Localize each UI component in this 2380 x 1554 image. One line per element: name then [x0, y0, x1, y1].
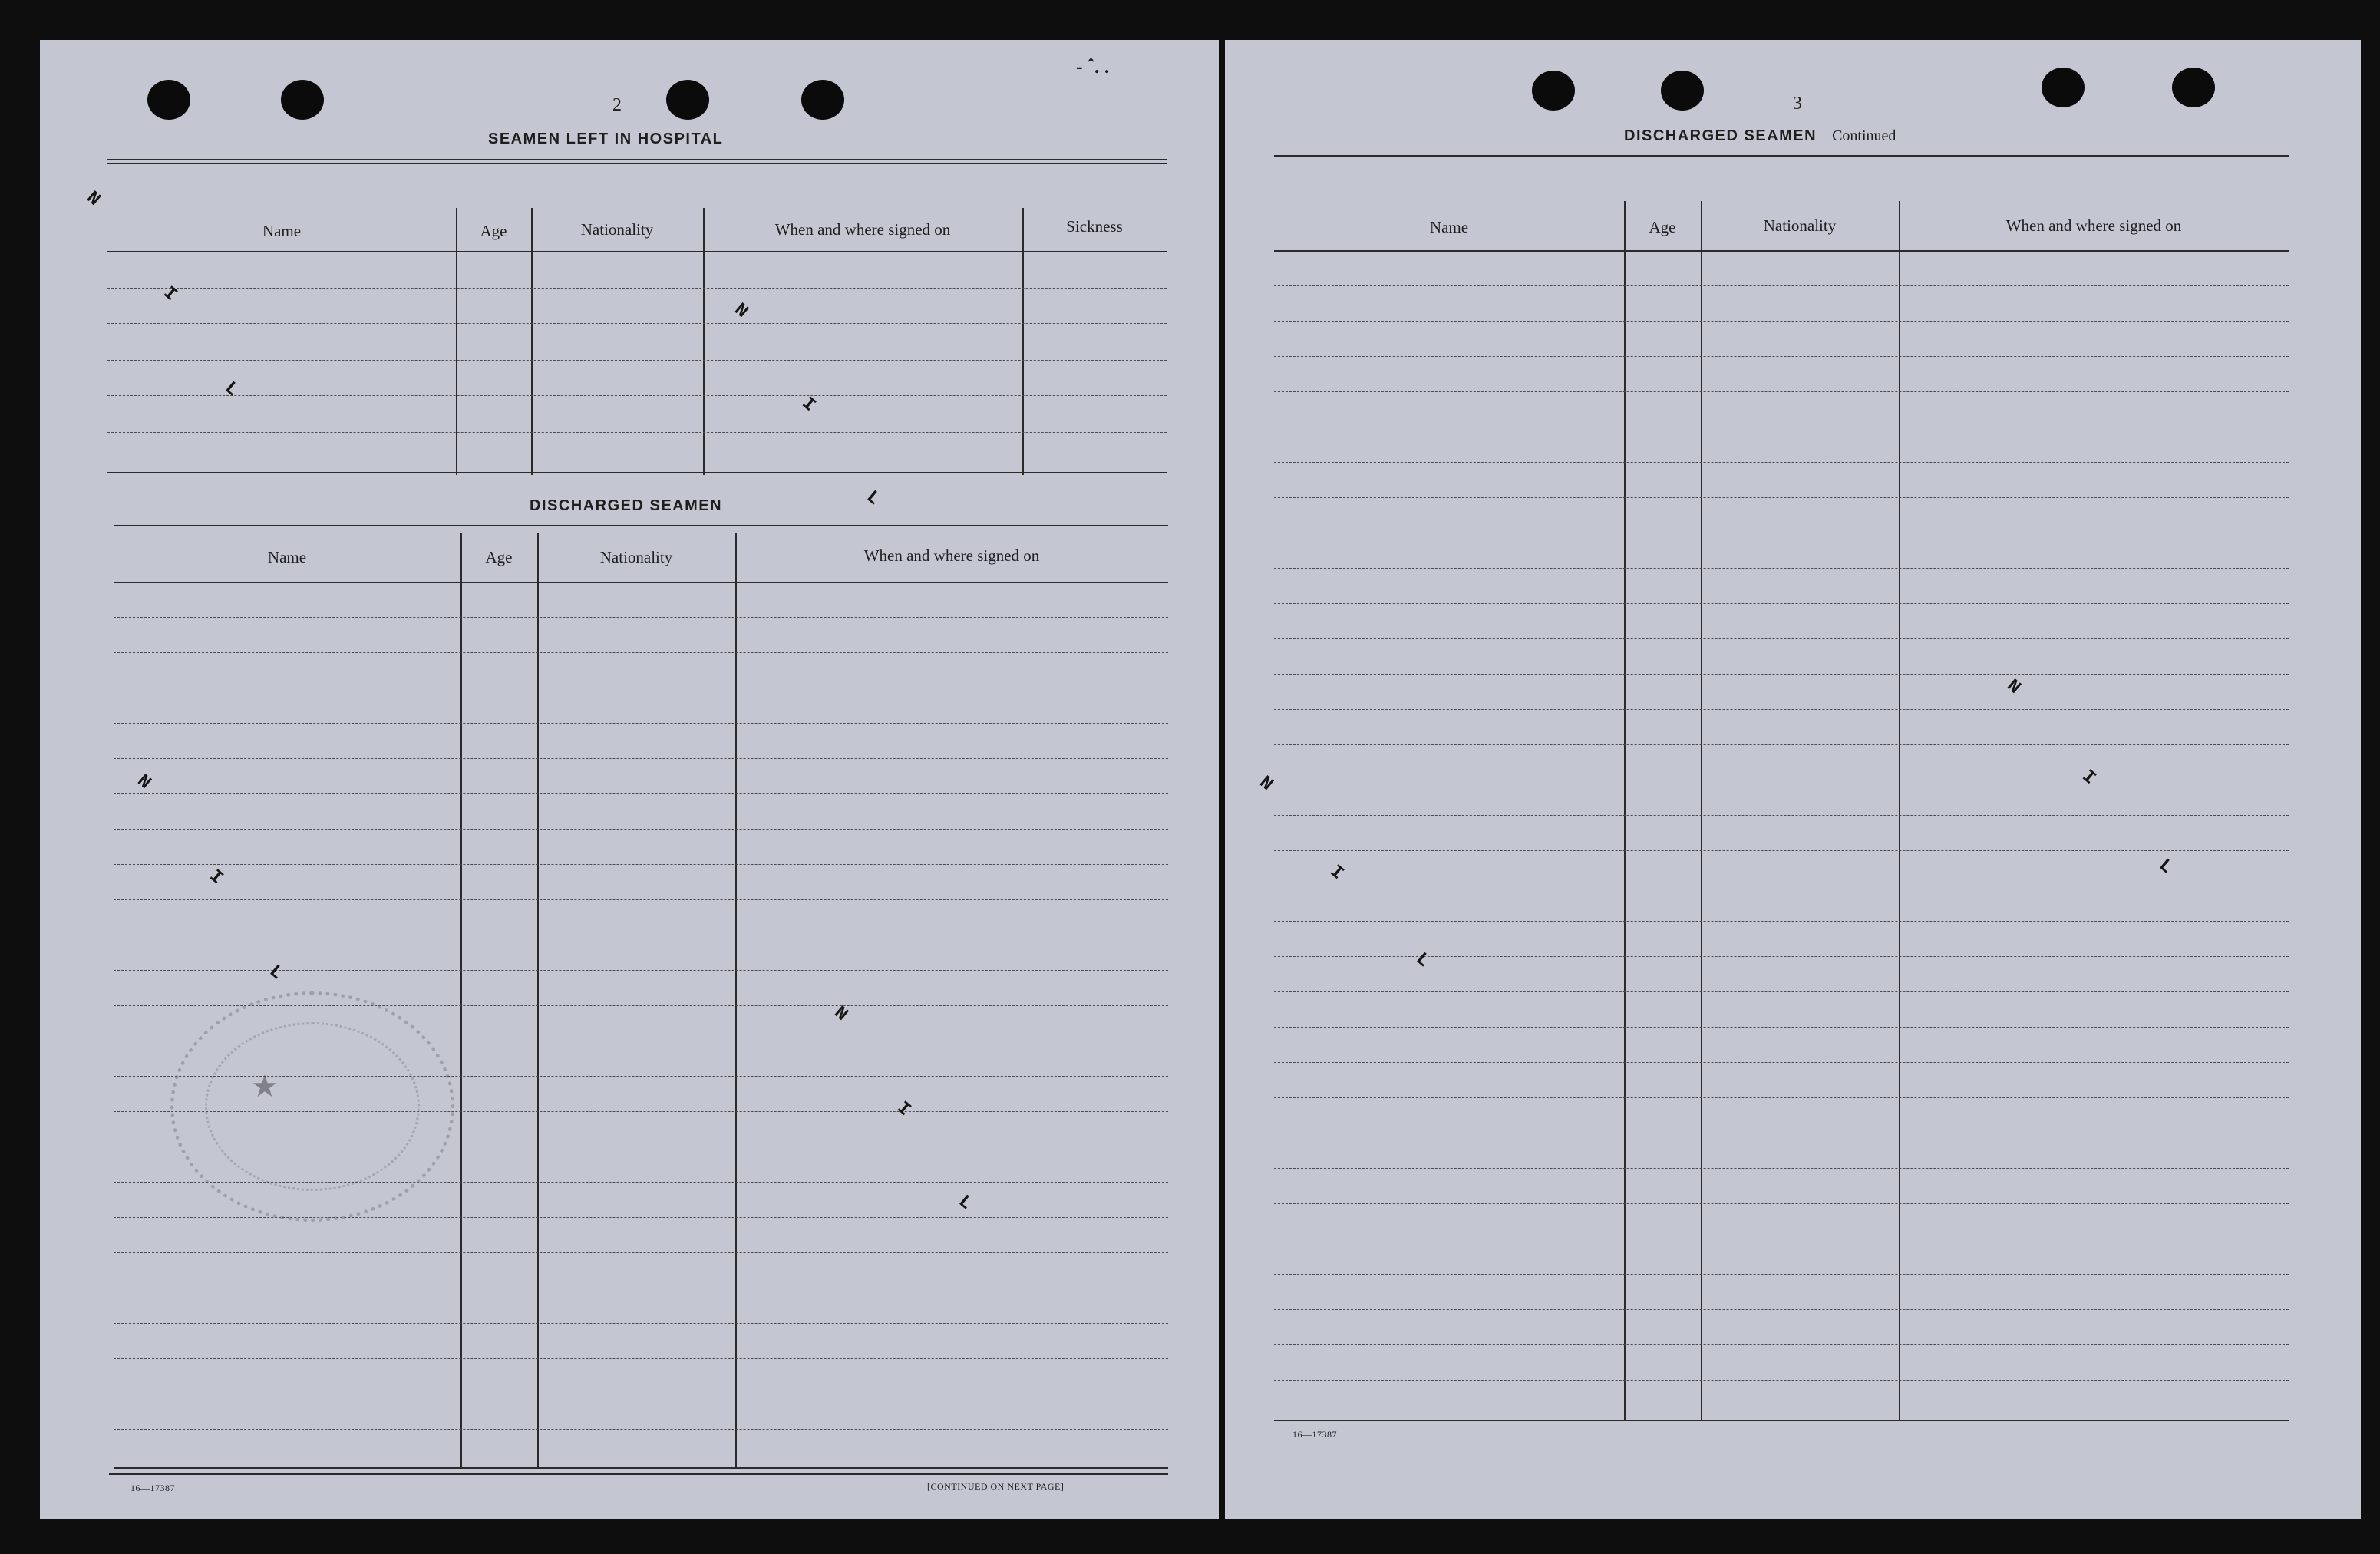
- handwritten-mark: I: [205, 866, 227, 889]
- column-header-nationality: Nationality: [1763, 216, 1837, 235]
- punch-hole: [2042, 68, 2085, 107]
- discharged-continued-table: [1274, 155, 2289, 1423]
- table-top-rule: [107, 159, 1167, 164]
- handwritten-mark: N: [2002, 675, 2025, 699]
- column-header-sickness: Sickness: [1066, 217, 1123, 236]
- table-top-rule: [114, 525, 1168, 530]
- punch-hole: [281, 80, 324, 120]
- column-header-name: Name: [1429, 218, 1469, 236]
- column-header-name: Name: [267, 548, 307, 566]
- column-header-nationality: Nationality: [599, 548, 673, 566]
- handwritten-mark: I: [1325, 861, 1348, 885]
- handwritten-mark: L: [265, 961, 287, 985]
- handwritten-mark: L: [2154, 855, 2177, 879]
- punch-hole: [801, 80, 844, 120]
- table-top-rule: [1274, 155, 2289, 160]
- column-header-age: Age: [485, 548, 513, 566]
- page-number: 3: [1793, 94, 1802, 114]
- column-header-nationality: Nationality: [580, 220, 654, 239]
- handwritten-mark: L: [1411, 949, 1434, 972]
- column-header-signed-on: When and where signed on: [774, 220, 951, 239]
- column-header-age: Age: [480, 222, 507, 240]
- left-page: [40, 40, 1219, 1519]
- hospital-table: [107, 159, 1167, 475]
- handwritten-mark: N: [1255, 772, 1277, 796]
- form-number: 16—17387: [1292, 1429, 1337, 1440]
- handwritten-mark: L: [862, 487, 884, 510]
- punch-hole: [147, 80, 190, 120]
- handwritten-mark: L: [954, 1191, 976, 1215]
- discharged-section-title: DISCHARGED SEAMEN: [530, 497, 723, 514]
- right-page: [1225, 40, 2361, 1519]
- handwritten-mark: I: [2078, 766, 2100, 790]
- handwritten-mark: N: [830, 1002, 852, 1026]
- punch-hole: [666, 80, 709, 120]
- handwritten-mark: I: [159, 282, 181, 306]
- footer-rule: [109, 1473, 1168, 1475]
- handwritten-mark: N: [730, 299, 752, 323]
- punch-hole: [1532, 71, 1575, 111]
- punch-hole: [1661, 71, 1704, 111]
- top-scribble: - ˆ. .: [1076, 55, 1110, 78]
- column-header-age: Age: [1649, 218, 1676, 236]
- handwritten-mark: I: [797, 393, 820, 417]
- column-header-signed-on: When and where signed on: [2005, 216, 2182, 235]
- handwritten-mark: I: [893, 1097, 915, 1121]
- handwritten-mark: N: [82, 187, 104, 211]
- discharged-continued-title: DISCHARGED SEAMEN—Continued: [1624, 127, 1896, 144]
- hospital-section-title: SEAMEN LEFT IN HOSPITAL: [488, 130, 724, 147]
- handwritten-mark: L: [220, 378, 243, 401]
- faded-stamp: ★: [170, 991, 454, 1222]
- punch-hole: [2172, 68, 2215, 107]
- column-header-name: Name: [262, 222, 302, 240]
- handwritten-mark: N: [133, 770, 155, 794]
- column-header-signed-on: When and where signed on: [863, 546, 1040, 565]
- continued-note: [CONTINUED ON NEXT PAGE]: [927, 1481, 1065, 1492]
- form-number: 16—17387: [130, 1483, 175, 1493]
- page-number: 2: [612, 95, 622, 115]
